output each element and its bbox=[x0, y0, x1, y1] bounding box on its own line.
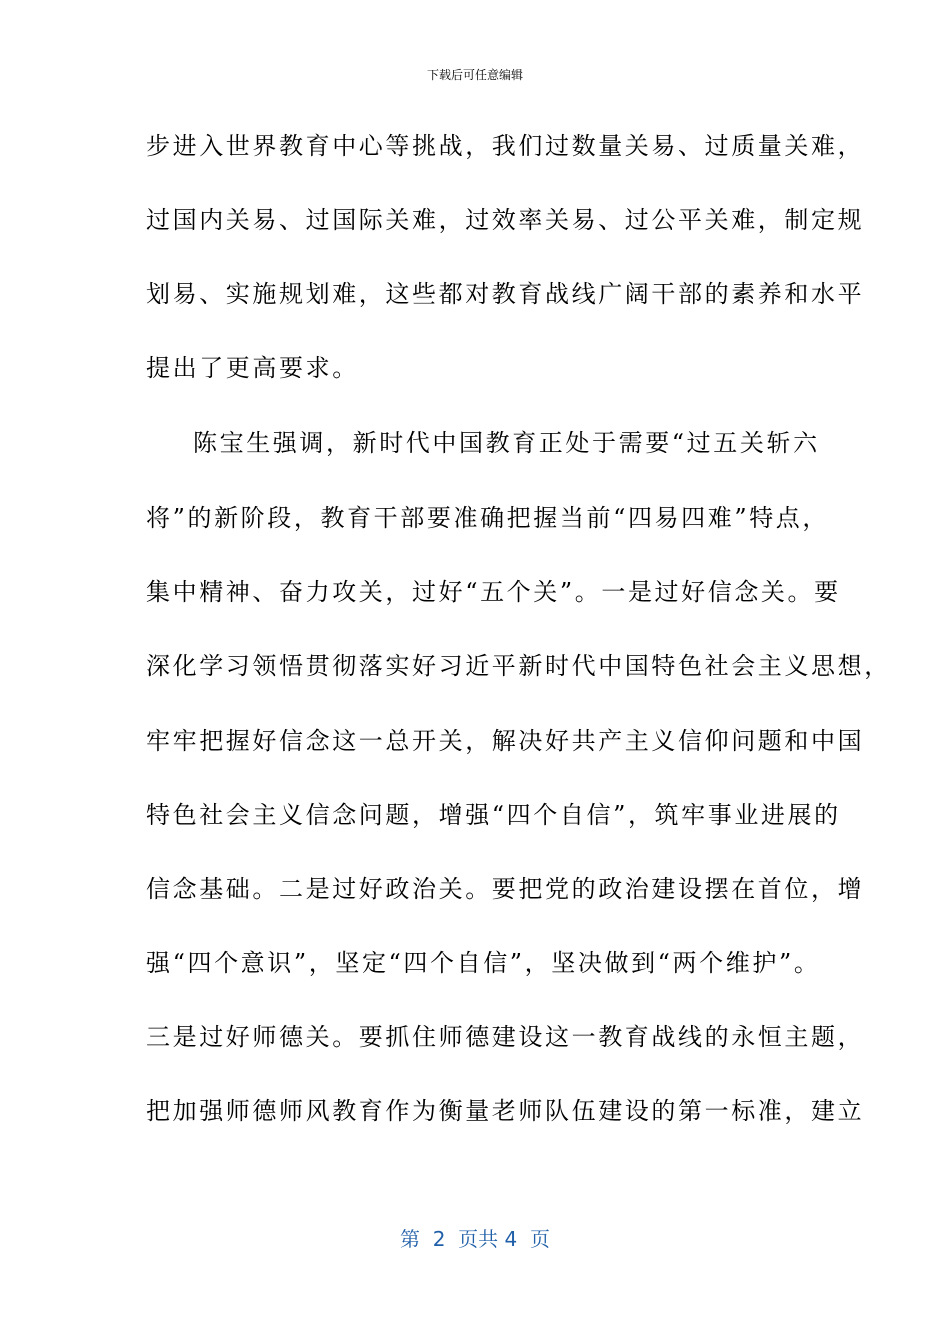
body-line-13: 三是过好师德关。要抓住师德建设这一教育战线的永恒主题， bbox=[146, 1023, 865, 1051]
body-line-1: 步进入世界教育中心等挑战，我们过数量关易、过质量关难， bbox=[146, 132, 865, 160]
body-line-7: 集中精神、奋力攻关，过好“五个关”。一是过好信念关。要 bbox=[146, 578, 841, 606]
body-line-10: 特色社会主义信念问题，增强“四个自信”，筑牢事业进展的 bbox=[146, 801, 841, 829]
body-line-2: 过国内关易、过国际关难，过效率关易、过公平关难，制定规 bbox=[146, 206, 865, 234]
body-line-14: 把加强师德师风教育作为衡量老师队伍建设的第一标准，建立 bbox=[146, 1097, 865, 1125]
body-line-3: 划易、实施规划难，这些都对教育战线广阔干部的素养和水平 bbox=[146, 280, 865, 308]
page-number-footer: 第 2 页共 4 页 bbox=[400, 1227, 550, 1251]
body-line-11: 信念基础。二是过好政治关。要把党的政治建设摆在首位，增 bbox=[146, 875, 865, 903]
body-line-9: 牢牢把握好信念这一总开关，解决好共产主义信仰问题和中国 bbox=[146, 727, 865, 755]
body-line-8: 深化学习领悟贯彻落实好习近平新时代中国特色社会主义思想， bbox=[146, 652, 891, 680]
body-line-5-paragraph-start: 陈宝生强调，新时代中国教育正处于需要“过五关斩六 bbox=[193, 429, 820, 457]
page-header: 下载后可任意编辑 bbox=[426, 68, 523, 82]
body-line-12: 强“四个意识”，坚定“四个自信”，坚决做到“两个维护”。 bbox=[146, 949, 821, 977]
body-line-6: 将”的新阶段，教育干部要准确把握当前“四易四难”特点， bbox=[146, 504, 830, 532]
body-line-4: 提出了更高要求。 bbox=[146, 354, 359, 382]
